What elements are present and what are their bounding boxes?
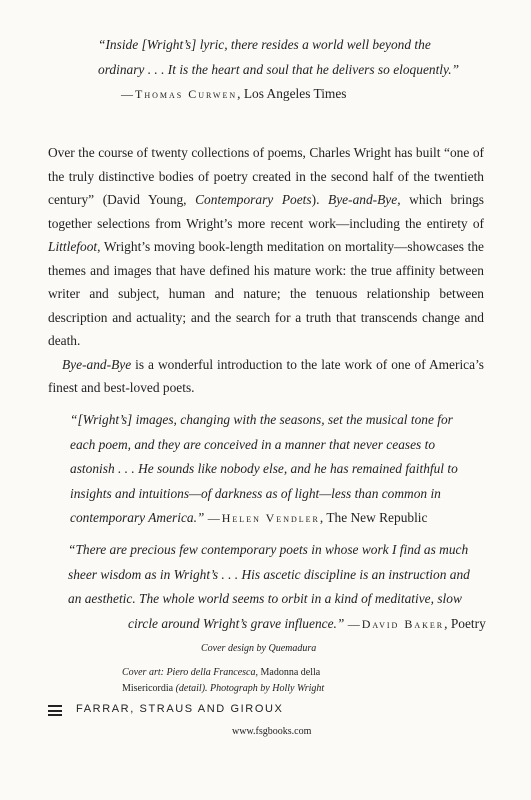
quote-attribution: —Thomas Curwen, Los Angeles Times [121, 86, 347, 101]
publisher-url[interactable]: www.fsgbooks.com [232, 726, 312, 737]
description-title: Contemporary Poets [195, 192, 312, 207]
quote-line-last [70, 506, 510, 531]
publisher-name: FARRAR, STRAUS AND GIROUX [76, 703, 284, 715]
artwork-title: Misericordia [122, 683, 174, 694]
quote-line: “Inside [Wright’s] lyric, there resides a world well beyond the [98, 37, 431, 52]
quote-publication: Los Angeles Times [243, 86, 347, 101]
description-title: Bye-and-Bye [62, 356, 132, 372]
description-paragraph [48, 353, 484, 400]
description-text: ). [311, 192, 329, 207]
quote-line: circle around Wright’s grave influence.” [128, 615, 345, 631]
quote-line: “There are precious few contemporary poets in whose work I find as much [68, 542, 469, 557]
quote-author: —Helen Vendler [207, 511, 320, 525]
quote-curwen [98, 33, 498, 107]
artwork-title: Madonna della [260, 667, 321, 678]
quote-attribution: —David Baker, Poetry [347, 615, 486, 631]
cover-credits [122, 641, 324, 697]
description-text: , which brings together selections from Wright’s more recent work—including the entirety of [48, 192, 484, 231]
quote-baker [68, 538, 518, 636]
book-description [48, 141, 484, 400]
description-title: Littlefoot [48, 239, 98, 254]
quote-line: sheer wisdom as in Wright’s . . . His ascetic discipline is an instruction and [68, 566, 470, 582]
description-text: , Wright’s moving book-length meditation on mortality—showcases the themes and images that have defined his mature work: the true affinity between writer and subject, human and nature; the tenuous relationship between description and actuality; and the search for a truth that transcends change and death. [48, 239, 484, 348]
quote-line: ordinary . . . It is the heart and soul that he delivers so eloquently.” [98, 61, 460, 77]
quote-author: —David Baker [347, 616, 445, 631]
quote-line: “[Wright’s] images, changing with the seasons, set the musical tone for [70, 412, 453, 427]
quote-attribution: —Helen Vendler, The New Republic [207, 510, 428, 525]
quote-publication: Poetry [450, 615, 486, 631]
description-text: Over the course of twenty collections of poems, Charles Wright has built “one of the truly distinctive bodies of poetry created in the second half of the twentieth century” (David Young, [48, 145, 484, 207]
quote-line: astonish . . . He sounds like nobody else, and he has remained faithful to [70, 461, 458, 476]
description-title: Bye-and-Bye [328, 192, 398, 207]
quote-vendler [70, 408, 510, 531]
quote-line: an aesthetic. The whole world seems to orbit in a kind of meditative, slow [68, 591, 462, 606]
quote-author: —Thomas Curwen [121, 87, 238, 101]
description-text: is a wonderful introduction to the late work of one of America’s finest and best-loved poets. [48, 356, 484, 395]
quote-line: insights and intuitions—of darkness as of light—less than common in [70, 485, 441, 501]
art-credit-text: (detail). Photograph by Holly Wright [173, 683, 325, 694]
art-credit-cont [122, 681, 324, 697]
quote-line: contemporary America.” [70, 510, 205, 525]
design-credit: Cover design by Quemadura [201, 643, 317, 654]
quote-publication: The New Republic [326, 510, 428, 525]
art-credit-text: Cover art: Piero della Francesca, [122, 667, 261, 678]
art-credit [122, 665, 324, 681]
description-paragraph [48, 141, 484, 353]
quote-line: each poem, and they are conceived in a manner that never ceases to [70, 436, 436, 452]
fsg-logo-icon [48, 705, 62, 716]
quote-line-last [68, 612, 518, 637]
